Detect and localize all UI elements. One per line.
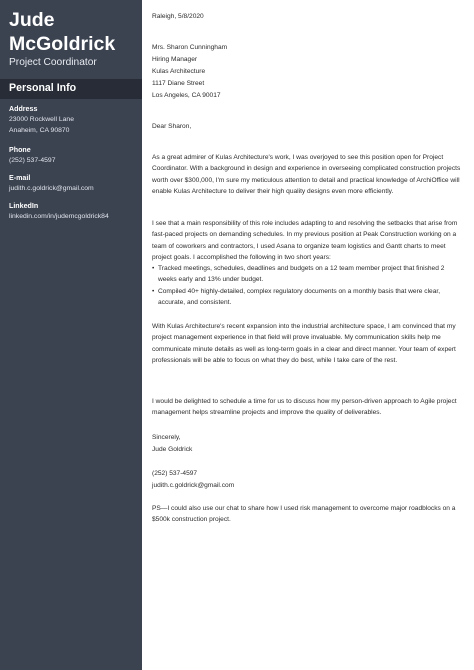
recipient-name: Mrs. Sharon Cunningham [152,44,228,51]
paragraph-3: With Kulas Architecture's recent expansion into the industrial architecture space, I am convinced that my project management experience in that field will prove invaluable. My communication skills help me communicate minute details as well as long-term goals in a clear and direct manner. Your team of expert professionals will be able to focus on what they do best, while I take care of the rest. [152,323,456,364]
address-label: Address [9,105,38,113]
phone-block [9,145,139,166]
linkedin-label: LinkedIn [9,202,39,210]
recipient-company: Kulas Architecture [152,68,206,75]
paragraph-1: As a great admirer of Kulas Architecture's work, I was overjoyed to see this position open for Project Coordinator. With a background in design and experience in overseeing complicated construction projects worth over $300,000, I'm sure my meticulous attention to detail and practical knowledge of ArchiOffice will enable Kulas Architecture to deliver their high quality designs even more efficiently. [152,154,461,195]
achievements-list [152,263,464,308]
address-block [9,104,139,136]
applicant-title: Project Coordinator [9,57,97,68]
address-line2: Anaheim, CA 90870 [9,127,70,134]
achievement-item: • Compiled 40+ highly-detailed, complex regulatory documents on a monthly basis that were clear, accurate, and consistent. [152,286,464,309]
letter-email[interactable]: judith.c.goldrick@gmail.com [152,482,235,489]
applicant-name: Jude McGoldrick [9,9,116,55]
sidebar [0,0,142,670]
personal-info-title: Personal Info [9,82,77,94]
recipient-city: Los Angeles, CA 90017 [152,92,221,99]
linkedin-block [9,201,139,222]
letter-phone: (252) 537-4597 [152,470,198,477]
phone-label: Phone [9,146,31,154]
personal-info-header [0,79,142,99]
closing: Sincerely, [152,434,181,441]
address-line1: 23000 Rockwell Lane [9,116,74,123]
recipient-role: Hiring Manager [152,56,198,63]
email-block [9,173,139,194]
postscript: PS—I could also use our chat to share how I used risk management to overcome major roadblocks on a $500k construction project. [152,505,456,524]
phone-value: (252) 537-4597 [9,157,56,164]
paragraph-4: I would be delighted to schedule a time for us to discuss how my person-driven approach to Agile project management helps streamline projects and improve the quality of deliverables. [152,398,457,417]
date-line: Raleigh, 5/8/2020 [152,13,204,20]
paragraph-2: I see that a main responsibility of this role includes adapting to and resolving the setbacks that arise from fast-paced projects on demanding schedules. In my previous position at Peak Construction working on a team of coworkers and contractors, I used Asana to organize team logistics and Gantt charts to meet project goals. I accomplished the following in two short years: [152,220,458,261]
signature: Jude Goldrick [152,446,193,453]
email-value[interactable]: judith.c.goldrick@gmail.com [9,185,94,192]
salutation: Dear Sharon, [152,123,192,130]
linkedin-value[interactable]: linkedin.com/in/judemcgoldrick84 [9,213,109,220]
recipient-street: 1117 Diane Street [152,80,205,87]
email-label: E-mail [9,174,31,182]
achievement-item: • Tracked meetings, schedules, deadlines and budgets on a 12 team member project that finished 2 weeks early and 13% under budget. [152,263,464,286]
